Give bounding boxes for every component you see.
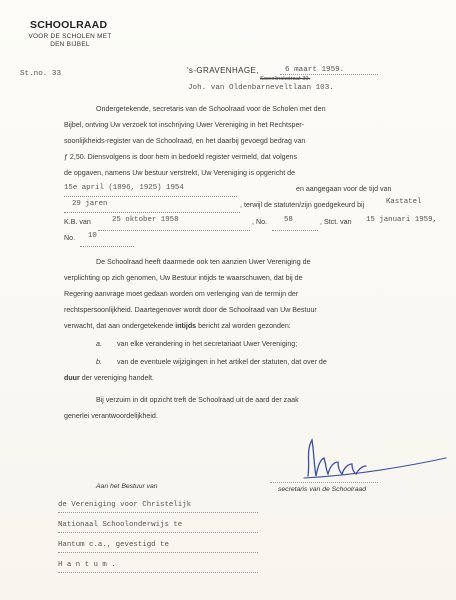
item-b-rest: der vereniging handelt.	[81, 374, 154, 382]
signature-label: secretaris van de Schoolraad	[278, 486, 367, 493]
signature-line	[270, 482, 378, 483]
no-fill-line	[272, 220, 318, 231]
para2-line5-c: bericht zal worden gezonden:	[198, 322, 291, 330]
para3-line1: Bij verzuim in dit opzicht treft de Schoolraad uit de aard der zaak	[96, 396, 299, 404]
statutes-text: , terwijl de statuten/zijn goedgekeurd bij	[240, 201, 365, 209]
item-b-text2	[64, 374, 154, 382]
org-subtitle-2: DEN BIJBEL	[50, 41, 90, 48]
new-address: Joh. van Oldenbarneveltlaan 103.	[188, 84, 334, 92]
para1-line4: ƒ 2,50. Diensvolgens is door hem in bedoeld register vermeld, dat volgens	[64, 153, 298, 161]
no-label: , No.	[252, 218, 267, 226]
kb-value: 25 oktober 1958	[112, 216, 179, 224]
item-b-bold: duur	[64, 374, 80, 382]
para2-line4: rechtspersoonlijkheid. Daartegenover wordt door de Schoolraad van Uw Bestuur	[64, 306, 317, 314]
old-address: Sweelinckstraat 39.	[260, 76, 311, 82]
item-a-text: van elke verandering in het secretariaat Uwer Vereniging;	[117, 340, 298, 348]
term-value: 29 jaren	[72, 200, 108, 208]
para1-line2: Bijbel, ontving Uw verzoek tot inschrijving Uwer Vereniging in het Rechtsper-	[64, 121, 305, 129]
item-a-label: a.	[96, 340, 102, 348]
letter-date: 6 maart 1959.	[285, 66, 345, 74]
address-line-2: Nationaal Schoolonderwijs te	[58, 521, 183, 529]
org-name: SCHOOLRAAD	[30, 19, 108, 31]
addressee-label: Aan het Bestuur van	[96, 483, 158, 490]
para3-line2: generlei verantwoordelijkheid.	[64, 412, 158, 420]
no-value: 58	[284, 216, 293, 224]
item-b-text: van de eventuele wijzigingen in het artikel der statuten, dat over de	[117, 358, 327, 366]
para1-line3: soonlijkheids-register van de Schoolraad, en het daarbij gevoegd bedrag van	[64, 137, 306, 145]
stct-value: 15 januari 1959,	[366, 216, 437, 224]
para2-line5-a: verwacht, dat aan ondergetekende	[64, 322, 174, 330]
reference-number: St.no. 33	[20, 70, 62, 78]
kb-label: K.B. van	[64, 218, 91, 226]
address-line-4: H a n t u m .	[58, 561, 116, 569]
address-line-3: Hantum c.a., gevestigd te	[58, 541, 169, 549]
item-b-label: b.	[96, 358, 102, 366]
para1-line1: Ondergetekende, secretaris van de Schoolraad voor de Scholen met den	[96, 105, 326, 113]
para2-line2: verplichting op zich genomen, Uw Bestuur intijds te waarschuwen, dat bij de	[64, 274, 303, 282]
para2-line1: De Schoolraad heeft daarmede ook ten aanzien Uwer Vereniging de	[96, 258, 311, 266]
date-underline	[280, 74, 378, 75]
handwritten-signature	[290, 432, 450, 484]
statutes-value: Kastatel	[386, 198, 422, 206]
para2-line5-bold: intijds	[175, 322, 197, 330]
address-line-1: de Vereniging voor Christelijk	[58, 501, 192, 509]
stct-label: , Stct. van	[320, 218, 352, 226]
para2-line3: Regering aanvrage moet gedaan worden om verlenging van de termijn der	[64, 290, 299, 298]
founded-suffix: en aangegaan voor de tijd van	[296, 185, 392, 193]
no2-value: 10	[88, 232, 97, 240]
para1-line5: de opgaven, namens Uw bestuur verstrekt, Uw Vereniging is opgericht de	[64, 169, 296, 177]
founded-value: 15e april (1896, 1925) 1954	[64, 184, 184, 192]
city-label: 's-GRAVENHAGE,	[187, 66, 259, 75]
org-subtitle-1: VOOR DE SCHOLEN MET	[28, 33, 112, 40]
para2-line5	[64, 322, 291, 330]
no2-label: No.	[64, 234, 76, 242]
